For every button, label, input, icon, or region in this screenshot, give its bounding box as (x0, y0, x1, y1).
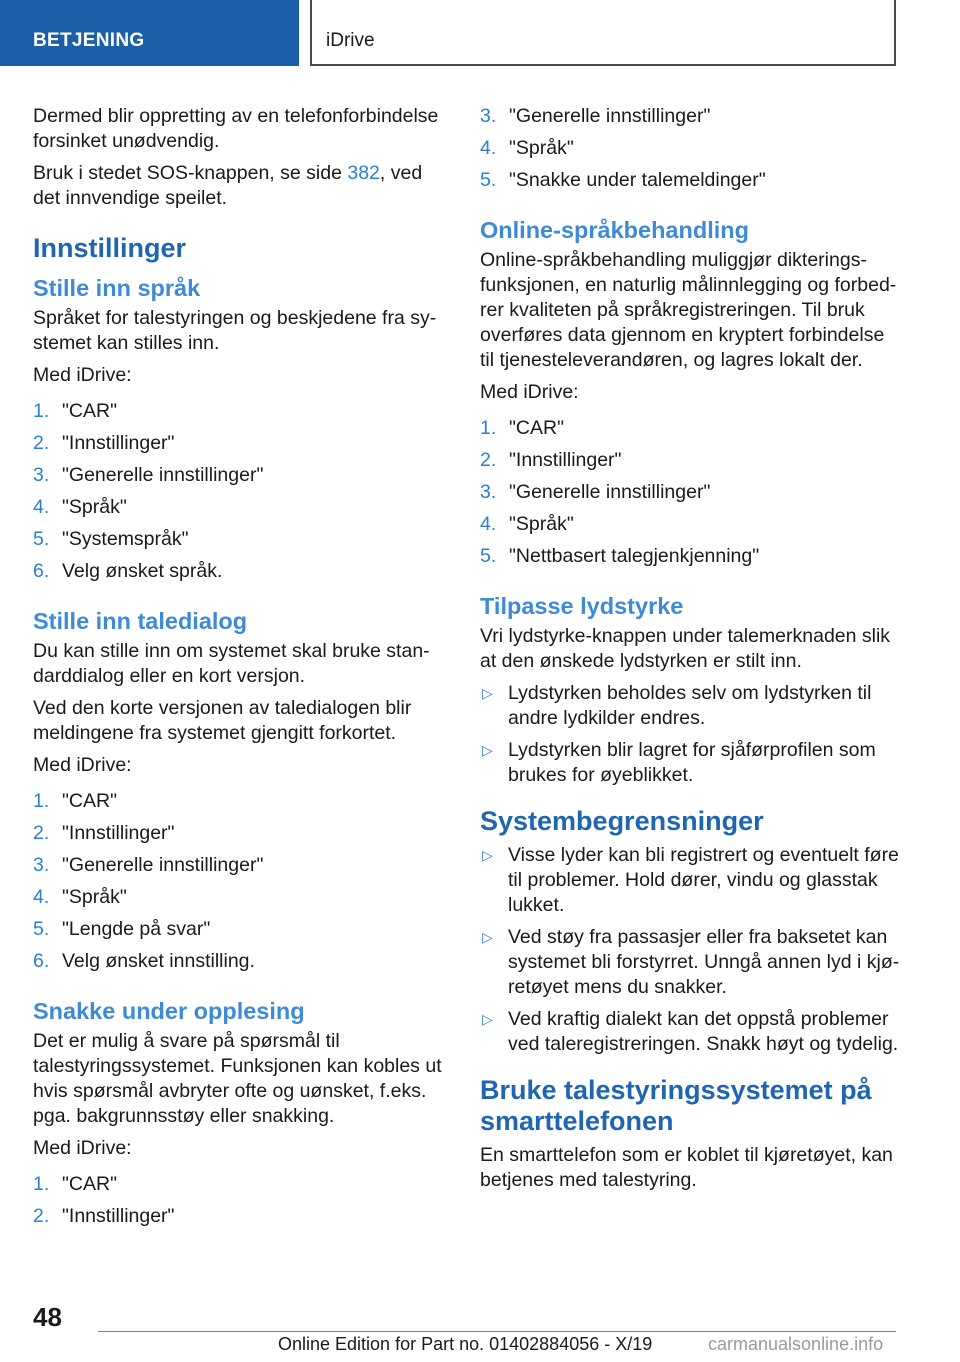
topic-tab (310, 0, 896, 66)
paragraph: Med iDrive: (33, 1137, 132, 1159)
left-column (33, 104, 445, 1240)
heading-stille-inn-taledialog: Stille inn taledialog (33, 608, 248, 634)
watermark: carmanualsonline.info (708, 1334, 884, 1354)
paragraph: Språket for talestyringen og beskjedene fra systemet kan stilles inn. (33, 307, 437, 354)
list-item: 1. "CAR" (480, 417, 565, 439)
steps-list (480, 104, 900, 200)
paragraph: Med iDrive: (33, 754, 132, 776)
heading-stille-inn-sprak: Stille inn språk (33, 275, 201, 301)
heading-innstillinger: Innstillinger (33, 233, 187, 263)
heading-tilpasse-lydstyrke: Tilpasse lydstyrke (480, 593, 684, 619)
sos-paragraph: Bruk i stedet SOS-knappen, se side 382, ved det innvendige speilet. (33, 162, 423, 209)
list-item: ▷ Ved kraftig dialekt kan det oppstå problemer ved taleregistreringen. Snakk høyt og tydelig. (482, 1008, 899, 1055)
triangle-right-outline-icon: ▷ (482, 1011, 493, 1027)
bullet-list (480, 681, 900, 788)
list-item: ▷ Visse lyder kan bli registrert og eventuelt føre til problemer. Hold dører, vindu og glasstak lukket. (482, 844, 899, 916)
list-item: 3. "Generelle innstillinger" (480, 481, 711, 503)
list-item: 1. "CAR" (33, 1173, 118, 1195)
list-item: 1. "CAR" (33, 400, 118, 422)
triangle-right-outline-icon: ▷ (482, 685, 493, 701)
list-item: 2. "Innstillinger" (480, 449, 622, 471)
list-item: 3. "Generelle innstillinger" (33, 464, 264, 486)
heading-systembegrensninger: Systembegrensninger (480, 806, 764, 836)
list-item: ▷ Lydstyrken beholdes selv om lydstyrken til andre lydkilder endres. (482, 682, 872, 729)
list-item: 3. "Generelle innstillinger" (33, 854, 264, 876)
triangle-right-outline-icon: ▷ (482, 929, 493, 945)
list-item: 5. "Lengde på svar" (33, 918, 211, 940)
list-item: 6. Velg ønsket innstilling. (33, 950, 255, 972)
triangle-right-outline-icon: ▷ (482, 847, 493, 863)
page-number: 48 (33, 1302, 62, 1332)
list-item: 5. "Systemspråk" (33, 528, 189, 550)
bullet-list (480, 843, 900, 1057)
section-tab (0, 0, 299, 66)
list-item: 4. "Språk" (480, 513, 574, 535)
steps-list (33, 789, 445, 981)
steps-list (33, 399, 445, 591)
steps-list (480, 416, 900, 576)
paragraph: Vri lydstyrke-knappen under talemerknaden slik at den ønskede lydstyrken er stilt inn. (480, 625, 891, 672)
paragraph: Du kan stille inn om systemet skal bruke standarddialog eller en kort versjon. (33, 640, 430, 687)
intro-paragraph: Dermed blir oppretting av en telefonforbindelse forsinket unødvendig. (33, 105, 439, 152)
list-item: 1. "CAR" (33, 790, 118, 812)
footer-divider (98, 1331, 896, 1332)
triangle-right-outline-icon: ▷ (482, 742, 493, 758)
heading-smarttelefon: Bruke talestyringssystemet på smarttelefonen (480, 1075, 872, 1136)
edition-text: Online Edition for Part no. 01402884056 - X/19 (278, 1334, 653, 1354)
list-item: 2. "Innstillinger" (33, 432, 175, 454)
list-item: ▷ Ved støy fra passasjer eller fra baksetet kan systemet bli forstyrret. Unngå annen lyd i kjøretøyet mens du snakker. (482, 926, 900, 998)
paragraph: Ved den korte versjonen av taledialogen blir meldingene fra systemet gjengitt forkortet. (33, 697, 412, 744)
heading-online-sprakbehandling: Online-språkbehandling (480, 217, 749, 243)
paragraph: Online-språkbehandling muliggjør dikteringsfunksjonen, en naturlig målinnlegging og forbedrer kvaliteten på språkregistreringen. Til bruk overføres data gjennom en kryptert forbindelse til tjenesteleverandøren, og lagres lokalt der. (480, 249, 897, 371)
section-title: BETJENING (33, 30, 145, 51)
page-header (0, 0, 960, 66)
list-item: 2. "Innstillinger" (33, 822, 175, 844)
list-item: 4. "Språk" (480, 137, 574, 159)
topic-title: iDrive (326, 30, 375, 51)
list-item: 6. Velg ønsket språk. (33, 560, 223, 582)
list-item: 5. "Snakke under talemeldinger" (480, 169, 766, 191)
paragraph: Det er mulig å svare på spørsmål til talestyringssystemet. Funksjonen kan kobles ut hvis spørsmål avbryter ofte og uønsket, f.eks. pga. bakgrunnsstøy eller snakking. (33, 1030, 442, 1127)
heading-snakke-under-opplesing: Snakke under opplesing (33, 998, 305, 1024)
list-item: 5. "Nettbasert talegjenkjenning" (480, 545, 760, 567)
list-item: 3. "Generelle innstillinger" (480, 105, 711, 127)
list-item: 2. "Innstillinger" (33, 1205, 175, 1227)
right-column (480, 104, 900, 1200)
list-item: 4. "Språk" (33, 886, 127, 908)
page-link[interactable]: 382 (347, 162, 380, 184)
paragraph: Med iDrive: (480, 381, 579, 403)
steps-list (33, 1172, 445, 1236)
list-item: ▷ Lydstyrken blir lagret for sjåførprofilen som brukes for øyeblikket. (482, 739, 876, 786)
paragraph: En smarttelefon som er koblet til kjøretøyet, kan betjenes med talestyring. (480, 1144, 893, 1191)
paragraph: Med iDrive: (33, 364, 132, 386)
list-item: 4. "Språk" (33, 496, 127, 518)
